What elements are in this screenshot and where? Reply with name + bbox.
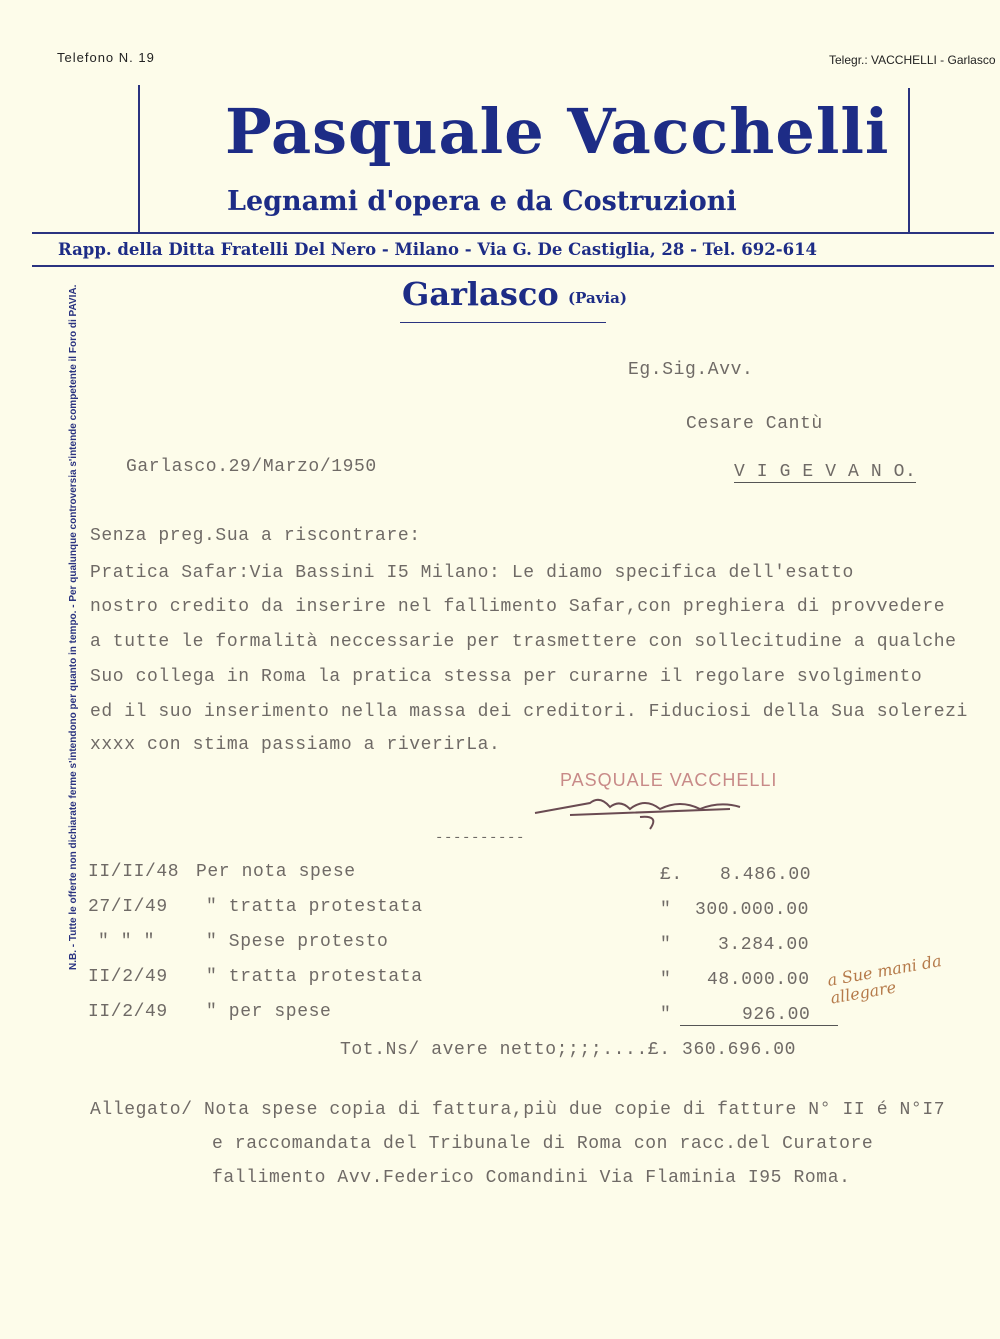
business-line: Legnami d'opera e da Costruzioni (227, 186, 737, 217)
body-line: Pratica Safar:Via Bassini I5 Milano: Le diamo specifica dell'esatto (90, 563, 854, 583)
handwritten-note: a Sue mani da allegare (825, 951, 943, 1008)
handwritten-signature (530, 785, 750, 835)
divider (908, 88, 910, 233)
representation-line: Rapp. della Ditta Fratelli Del Nero - Milano - Via G. De Castiglia, 28 - Tel. 692-614 (58, 240, 818, 259)
item-desc: " per spese (206, 1002, 332, 1022)
item-date: II/2/49 (88, 1002, 168, 1022)
body-line: Senza preg.Sua a riscontrare: (90, 526, 421, 546)
enclosure-line: e raccomandata del Tribunale di Roma con racc.del Curatore (212, 1134, 874, 1154)
separator: ---------- (435, 830, 526, 846)
item-currency: £. (660, 865, 683, 885)
recipient-city: V I G E V A N O. (734, 462, 917, 482)
divider (32, 265, 994, 267)
recipient-name: Cesare Cantù (686, 414, 823, 434)
enclosure-line: Allegato/ Nota spese copia di fattura,più due copie di fatture N° II é N°I7 (90, 1100, 946, 1120)
city: Garlasco (402, 275, 559, 313)
item-desc: Per nota spese (196, 862, 356, 882)
total-line: Tot.Ns/ avere netto;;;;....£. 360.696.00 (340, 1040, 797, 1060)
legal-note: N.B. - Tutte le offerte non dichiarate ferme s'intendono per quanto in tempo. - Per qualunque controversia s'intende competente il Foro di PAVIA. (68, 284, 79, 970)
body-line: xxxx con stima passiamo a riverirLa. (90, 735, 501, 755)
phone-number: Telefono N. 19 (57, 50, 155, 65)
body-line: Suo collega in Roma la pratica stessa per curarne il regolare svolgimento (90, 667, 923, 687)
item-amount: 3.284.00 (718, 935, 810, 955)
item-currency: " (660, 900, 672, 920)
body-line: nostro credito da inserire nel fallimento Safar,con preghiera di provvedere (90, 597, 946, 617)
telegraph-address: Telegr.: VACCHELLI - Garlasco (829, 53, 996, 67)
item-currency: " (660, 935, 672, 955)
item-amount: 926.00 (742, 1005, 811, 1025)
item-date: II/2/49 (88, 967, 168, 987)
item-date: 27/I/49 (88, 897, 168, 917)
item-desc: " tratta protestata (206, 967, 423, 987)
divider (32, 232, 994, 234)
item-amount: 48.000.00 (707, 970, 810, 990)
item-date: II/II/48 (88, 862, 180, 882)
divider (400, 322, 606, 323)
item-desc: " tratta protestata (206, 897, 423, 917)
letter-date: Garlasco.29/Marzo/1950 (126, 457, 377, 477)
body-line: a tutte le formalità neccessarie per trasmettere con sollecitudine a qualche (90, 632, 957, 652)
company-name: Pasquale Vacchelli (225, 95, 890, 168)
body-line: ed il suo inserimento nella massa dei creditori. Fiduciosi della Sua solerezi (90, 702, 968, 722)
item-amount: 300.000.00 (695, 900, 810, 920)
item-amount: 8.486.00 (720, 865, 812, 885)
item-desc: " Spese protesto (206, 932, 389, 952)
sum-line (680, 1025, 838, 1026)
province: (Pavia) (568, 289, 627, 307)
enclosure-line: fallimento Avv.Federico Comandini Via Flaminia I95 Roma. (212, 1168, 851, 1188)
item-currency: " (660, 970, 672, 990)
divider (138, 85, 140, 233)
recipient-title: Eg.Sig.Avv. (628, 360, 754, 380)
item-date: " " " (98, 932, 156, 952)
signature-stamp: PASQUALE VACCHELLI (560, 770, 778, 790)
item-currency: " (660, 1005, 672, 1025)
